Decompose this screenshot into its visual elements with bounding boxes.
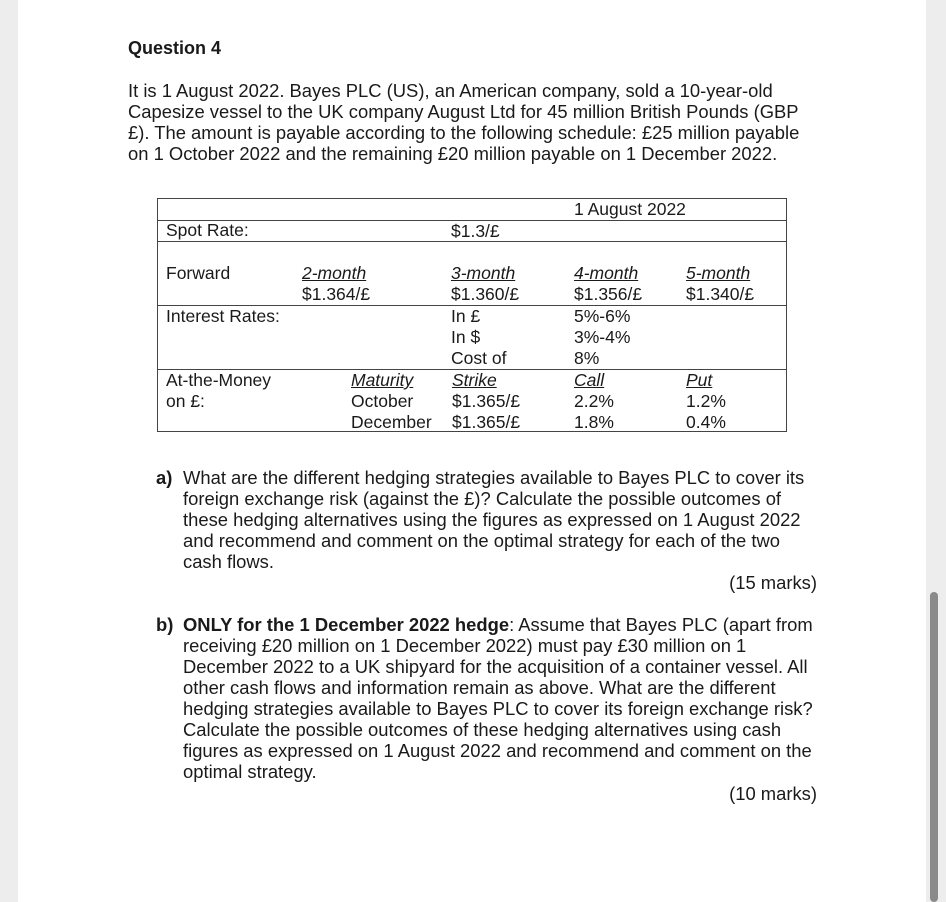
call-header: Call	[574, 370, 605, 390]
option-strike: $1.365/£	[452, 412, 521, 432]
part-a-label: a)	[156, 467, 173, 488]
part-a-line: What are the different hedging strategies available to Bayes PLC to cover its	[183, 467, 805, 488]
options-label: on £:	[166, 391, 205, 411]
part-b-line: hedging strategies available to Bayes PLC to cover its foreign exchange risk?	[183, 698, 813, 719]
forward-rate: $1.364/£	[302, 284, 371, 304]
strike-header: Strike	[452, 370, 497, 390]
forward-period: 5-month	[686, 263, 751, 283]
option-strike: $1.365/£	[452, 391, 521, 411]
vertical-scrollbar[interactable]	[930, 592, 938, 902]
forward-period: 2-month	[302, 263, 367, 283]
option-call: 1.8%	[574, 412, 614, 432]
forward-rate: $1.360/£	[451, 284, 520, 304]
spot-rate-value: $1.3/£	[451, 221, 500, 241]
rates-table	[157, 198, 787, 432]
part-a-line: these hedging alternatives using the figures as expressed on 1 August 2022	[183, 509, 801, 530]
interest-rates-label: Interest Rates:	[166, 306, 280, 326]
intro-line: £). The amount is payable according to the following schedule: £25 million payable	[128, 122, 800, 143]
option-put: 0.4%	[686, 412, 726, 432]
interest-row-value: 8%	[574, 348, 600, 368]
part-b-line: December 2022 to a UK shipyard for the acquisition of a container vessel. All	[183, 656, 808, 677]
put-header: Put	[686, 370, 713, 390]
interest-row-value: 5%-6%	[574, 306, 631, 326]
forward-period: 3-month	[451, 263, 516, 283]
spot-rate-label: Spot Rate:	[166, 220, 249, 240]
table-date-header: 1 August 2022	[574, 199, 686, 219]
forward-period: 4-month	[574, 263, 639, 283]
part-b-line: other cash flows and information remain as above. What are the different	[183, 677, 776, 698]
option-call: 2.2%	[574, 391, 614, 411]
part-b-label: b)	[156, 614, 174, 635]
question-title: Question 4	[128, 38, 222, 58]
part-a-line: foreign exchange risk (against the £)? Calculate the possible outcomes of	[183, 488, 782, 509]
part-b-text	[183, 614, 813, 782]
forward-rate: $1.356/£	[574, 284, 643, 304]
part-b-line: Calculate the possible outcomes of these hedging alternatives using cash	[183, 719, 782, 740]
part-b-marks: (10 marks)	[729, 783, 817, 804]
part-b-line	[183, 614, 813, 635]
option-maturity: December	[351, 412, 432, 432]
intro-line: Capesize vessel to the UK company August Ltd for 45 million British Pounds (GBP	[128, 101, 799, 122]
interest-row-name: Cost of	[451, 348, 507, 368]
part-a-line: and recommend and comment on the optimal strategy for each of the two	[183, 530, 780, 551]
options-label: At-the-Money	[166, 370, 272, 390]
interest-row-name: In $	[451, 327, 481, 347]
intro-line: on 1 October 2022 and the remaining £20 million payable on 1 December 2022.	[128, 143, 778, 164]
interest-row-value: 3%-4%	[574, 327, 631, 347]
part-b-first-line-rest: : Assume that Bayes PLC (apart from	[509, 614, 813, 635]
option-put: 1.2%	[686, 391, 726, 411]
part-b-bold-lead: ONLY for the 1 December 2022 hedge	[183, 614, 510, 635]
part-a-text	[183, 467, 804, 572]
part-b-line: optimal strategy.	[183, 761, 317, 782]
part-a-line: cash flows.	[183, 551, 274, 572]
forward-label: Forward	[166, 263, 231, 283]
part-b-line: figures as expressed on 1 August 2022 and recommend and comment on the	[183, 740, 812, 761]
maturity-header: Maturity	[351, 370, 414, 390]
part-b-line: receiving £20 million on 1 December 2022) must pay £30 million on 1	[183, 635, 747, 656]
forward-rate: $1.340/£	[686, 284, 755, 304]
question-intro	[128, 80, 808, 164]
option-maturity: October	[351, 391, 414, 411]
interest-row-name: In £	[451, 306, 481, 326]
intro-line: It is 1 August 2022. Bayes PLC (US), an American company, sold a 10-year-old	[128, 80, 773, 101]
part-a-marks: (15 marks)	[729, 572, 817, 593]
